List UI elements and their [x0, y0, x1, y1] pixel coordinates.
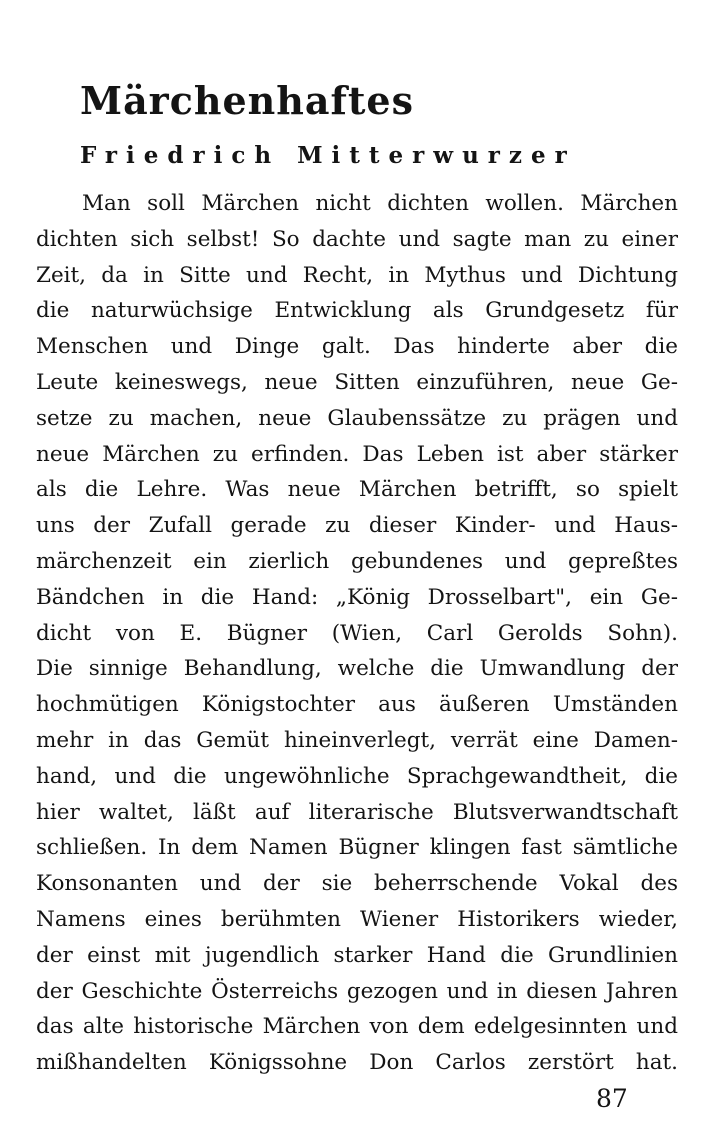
text-line: hand, und die ungewöhnliche Sprachgewandtheit, die: [36, 763, 678, 789]
text-line: Zeit, da in Sitte und Recht, in Mythus und Dichtung: [36, 262, 678, 288]
text-line: dicht von E. Bügner (Wien, Carl Gerolds Sohn).: [36, 620, 678, 646]
body-text: [36, 186, 678, 1081]
text-line: uns der Zufall gerade zu dieser Kinder- und Haus-: [36, 513, 678, 539]
text-line: Namens eines berühmten Wiener Historikers wieder,: [36, 906, 678, 932]
text-line: hochmütigen Königstochter aus äußeren Umständen: [36, 692, 678, 718]
text-line: Die sinnige Behandlung, welche die Umwandlung der: [36, 656, 678, 682]
text-line: märchenzeit ein zierlich gebundenes und gepreßtes: [36, 548, 678, 574]
text-line: hier waltet, läßt auf literarische Blutsverwandtschaft: [36, 799, 678, 825]
chapter-title: Märchenhaftes: [80, 78, 414, 123]
text-line: mehr in das Gemüt hineinverlegt, verrät eine Damen-: [36, 727, 678, 753]
text-line: als die Lehre. Was neue Märchen betrifft, so spielt: [36, 477, 678, 503]
text-line: der einst mit jugendlich starker Hand die Grundlinien: [36, 942, 678, 968]
text-line: der Geschichte Österreichs gezogen und in diesen Jahren: [36, 978, 678, 1004]
text-line: Menschen und Dinge galt. Das hinderte aber die: [36, 334, 678, 360]
text-line: schließen. In dem Namen Bügner klingen fast sämtliche: [36, 835, 678, 861]
text-line: mißhandelten Königssohne Don Carlos zerstört hat.: [36, 1050, 678, 1076]
text-line: Leute keineswegs, neue Sitten einzuführen, neue Ge-: [36, 369, 678, 395]
text-line: Man soll Märchen nicht dichten wollen. Märchen: [82, 191, 678, 216]
text-line: neue Märchen zu erfinden. Das Leben ist aber stärker: [36, 441, 678, 467]
text-line: Konsonanten und der sie beherrschende Vokal des: [36, 871, 678, 897]
text-line: das alte historische Märchen von dem edelgesinnten und: [36, 1014, 678, 1040]
text-line: dichten sich selbst! So dachte und sagte man zu einer: [36, 226, 678, 252]
text-line: Bändchen in die Hand: „König Drosselbart", ein Ge-: [36, 584, 678, 610]
text-line: die naturwüchsige Entwicklung als Grundgesetz für: [36, 298, 678, 324]
page-number: 87: [596, 1084, 628, 1113]
text-line: setze zu machen, neue Glaubenssätze zu prägen und: [36, 405, 678, 431]
author-name: Friedrich Mitterwurzer: [80, 142, 576, 169]
